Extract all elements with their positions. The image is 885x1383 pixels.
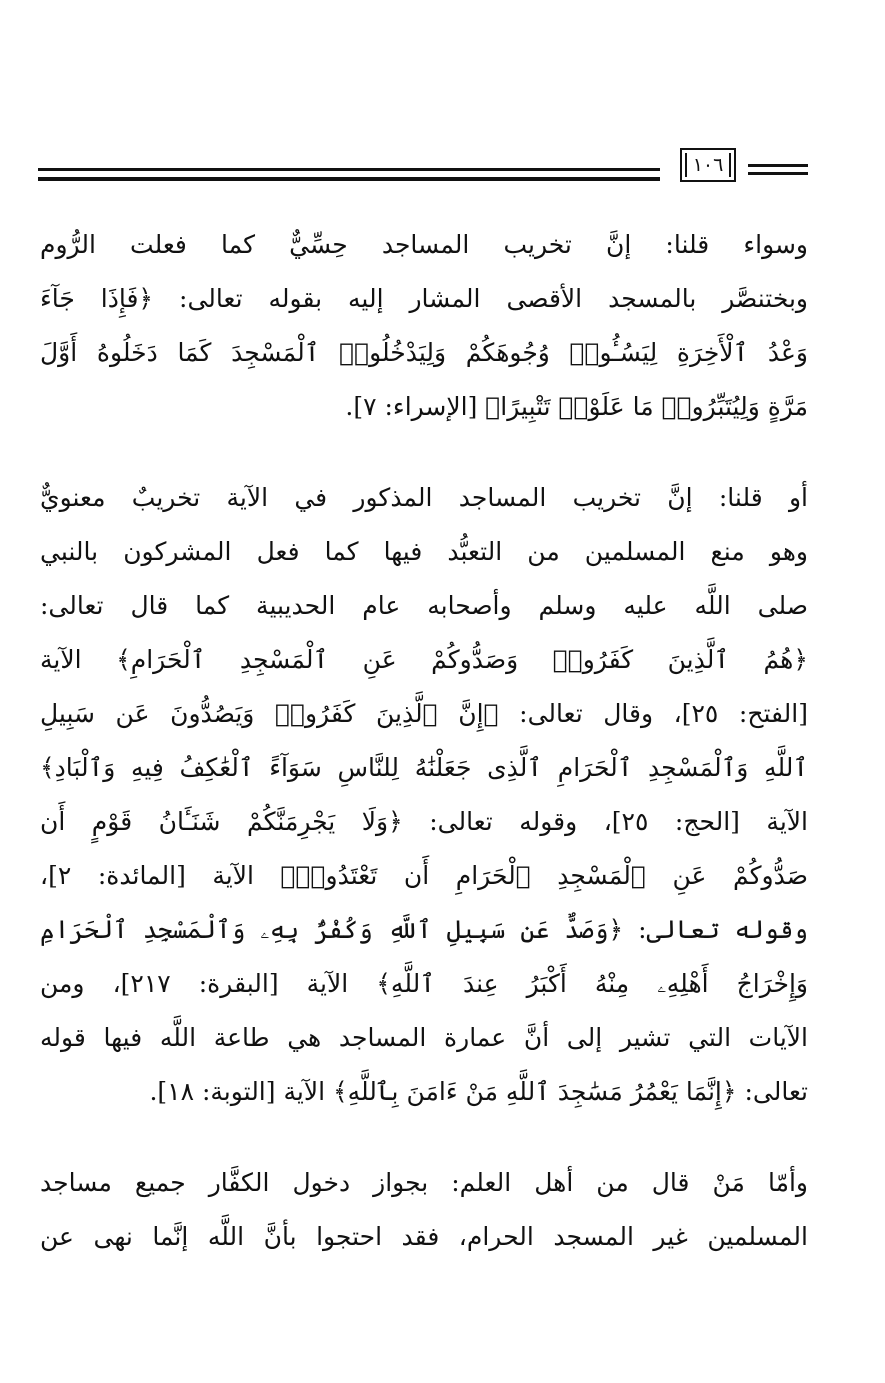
text-line: وَإِخْرَاجُ أَهْلِهِۦ مِنْهُ أَكْبَرُ عِندَ ٱللَّهِ﴾ الآية [البقرة: ٢١٧]، ومن: [40, 969, 808, 998]
header-rule-top: [38, 168, 660, 171]
page-header: [38, 144, 808, 188]
paragraph-2: [40, 471, 808, 1119]
text-line: وَعْدُ ٱلْأَخِرَةِ لِيَسُـُٔوا۟ وُجُوهَكُمْ وَلِيَدْخُلُوا۟ ٱلْمَسْجِدَ كَمَا دَخَلُوهُ أَوَّلَ: [40, 338, 808, 367]
text-line: [الفتح: ٢٥]، وقال تعالى: ﴿إِنَّ ٱلَّذِينَ كَفَرُوا۟ وَيَصُدُّونَ عَن سَبِيلِ: [40, 699, 808, 728]
page-body: [40, 218, 808, 1264]
text-line: الآيات التي تشير إلى أنَّ عمارة المساجد هي طاعة اللَّه فيها قوله: [40, 1023, 808, 1052]
text-line: ٱللَّهِ وَٱلْمَسْجِدِ ٱلْحَرَامِ ٱلَّذِى جَعَلْنَٰهُ لِلنَّاسِ سَوَآءً ٱلْعَٰكِفُ فِيهِ وَٱلْبَادِ﴾: [40, 753, 808, 782]
text-line: وقوله تعالى: ﴿وَصَدٌّ عَن سَبِيلِ ٱللَّهِ وَكُفْرٌۢ بِهِۦ وَٱلْمَسْجِدِ ٱلْحَرَامِ: [40, 915, 808, 944]
page-number: ١٠٦: [692, 154, 724, 176]
text-line: صَدُّوكُمْ عَنِ ٱلْمَسْجِدِ ٱلْحَرَامِ أَن تَعْتَدُوا۟﴾ الآية [المائدة: ٢]،: [40, 861, 808, 890]
paragraph-1: [40, 218, 808, 434]
paragraph-3: [40, 1156, 808, 1264]
header-rule-bottom: [38, 177, 660, 181]
text-line: الآية [الحج: ٢٥]، وقوله تعالى: ﴿وَلَا يَجْرِمَنَّكُمْ شَنَـَٔانُ قَوْمٍ أَن: [40, 807, 808, 836]
text-line: وأمّا مَنْ قال من أهل العلم: بجواز دخول الكفَّار جميع مساجد: [40, 1168, 808, 1197]
text-line: صلى اللَّه عليه وسلم وأصحابه عام الحديبية كما قال تعالى:: [40, 591, 808, 620]
header-short-rule-bottom: [748, 172, 808, 175]
text-line: وهو منع المسلمين من التعبُّد فيها كما فعل المشركون بالنبي: [40, 537, 808, 566]
text-line: تعالى: ﴿إِنَّمَا يَعْمُرُ مَسَٰجِدَ ٱللَّهِ مَنْ ءَامَنَ بِٱللَّهِ﴾ الآية [التوبة: ١٨].: [149, 1077, 808, 1106]
paragraph-gap: [40, 434, 808, 471]
text-line: المسلمين غير المسجد الحرام، فقد احتجوا بأنَّ اللَّه إنَّما نهى عن: [40, 1222, 808, 1251]
paragraph-gap: [40, 1119, 808, 1156]
header-short-rule-top: [748, 164, 808, 167]
text-line: وبختنصَّر بالمسجد الأقصى المشار إليه بقوله تعالى: ﴿فَإِذَا جَآءَ: [40, 284, 808, 313]
text-line: ﴿هُمُ ٱلَّذِينَ كَفَرُوا۟ وَصَدُّوكُمْ عَنِ ٱلْمَسْجِدِ ٱلْحَرَامِ﴾ الآية: [40, 645, 808, 674]
text-line: وسواء قلنا: إنَّ تخريب المساجد حِسِّيٌّ كما فعلت الرُّوم: [40, 230, 808, 259]
text-line: مَرَّةٍ وَلِيُتَبِّرُوا۟ مَا عَلَوْا۟ تَتْبِيرًا﴾ [الإسراء: ٧].: [345, 392, 808, 421]
page-number-box: [680, 148, 736, 182]
text-line: أو قلنا: إنَّ تخريب المساجد المذكور في الآية تخريبٌ معنويٌّ: [40, 483, 808, 512]
